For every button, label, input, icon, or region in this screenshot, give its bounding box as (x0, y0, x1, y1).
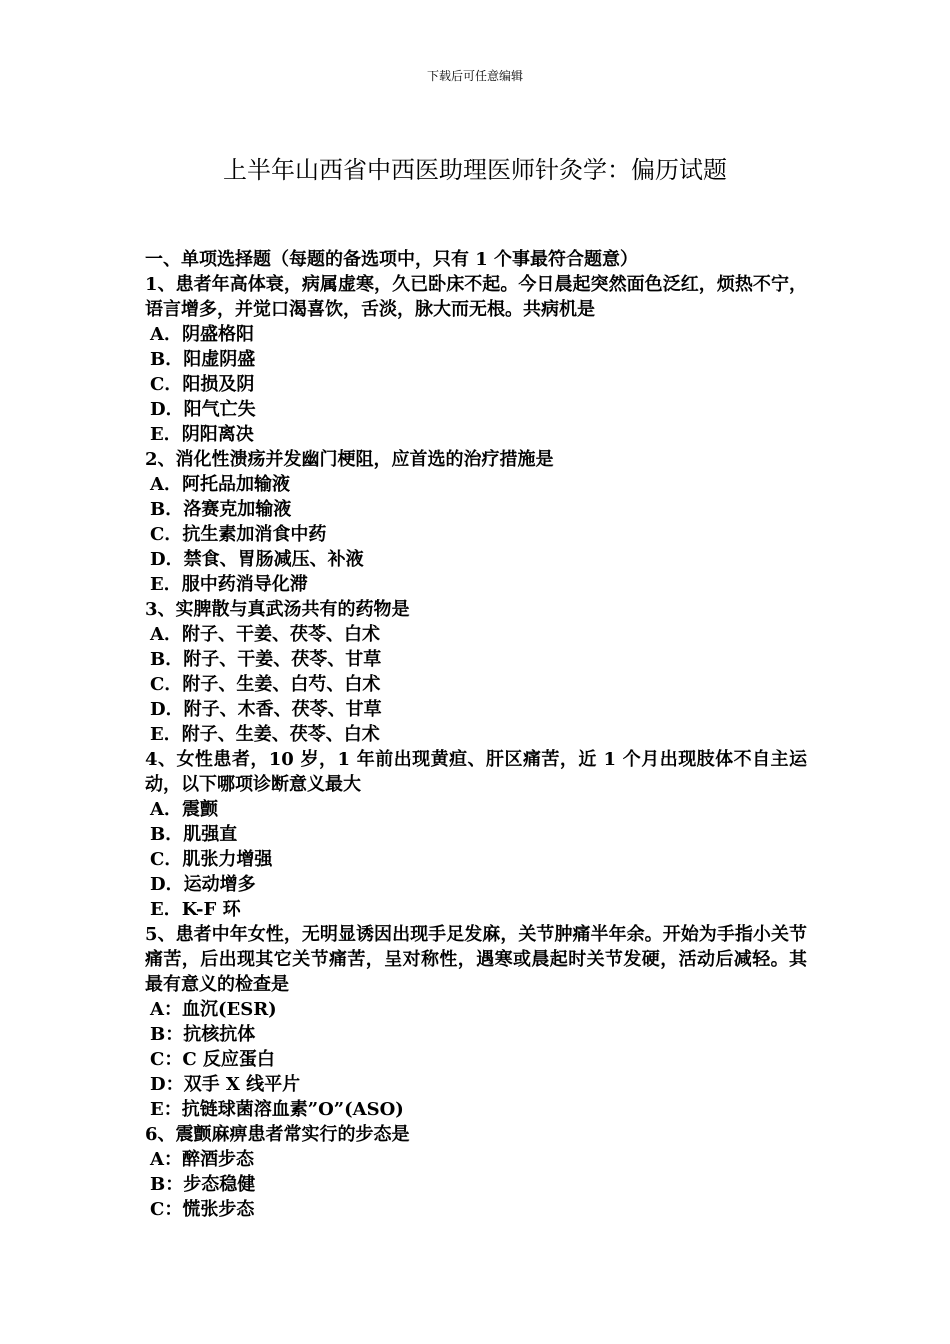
section-heading: 一、单项选择题（每题的备选项中，只有 1 个事最符合题意） (145, 249, 639, 270)
question-5 (145, 922, 807, 1122)
option-a: A：血沉(ESR) (150, 999, 277, 1020)
option-c: C．抗生素加消食中药 (150, 524, 327, 545)
option-e: E．附子、生姜、茯苓、白术 (150, 724, 380, 745)
option-b: B．肌强直 (150, 824, 238, 845)
option-c: C．肌张力增强 (150, 849, 273, 870)
option-e: E．K-F 环 (150, 899, 241, 920)
option-e: E．服中药消导化滞 (150, 574, 308, 595)
header-note: 下载后可任意编辑 (426, 69, 523, 83)
option-d: D．附子、木香、茯苓、甘草 (150, 699, 382, 720)
question-3 (145, 597, 807, 747)
question-text: 6、震颤麻痹患者常实行的步态是 (145, 1124, 410, 1145)
option-d: D．禁食、胃肠减压、补液 (150, 549, 364, 570)
option-c: C．附子、生姜、白芍、白术 (150, 674, 381, 695)
document-content (145, 247, 807, 1222)
option-e: E：抗链球菌溶血素”O”(ASO) (150, 1099, 404, 1120)
question-text: 4、女性患者，10 岁，1 年前出现黄疸、肝区痛苦，近 1 个月出现肢体不自主运动，以下哪项诊断意义最大 (145, 749, 807, 795)
option-c: C．阳损及阴 (150, 374, 255, 395)
option-d: D．运动增多 (150, 874, 256, 895)
option-b: B．附子、干姜、茯苓、甘草 (150, 649, 382, 670)
option-a: A．阿托品加输液 (150, 474, 290, 495)
option-a: A．震颤 (150, 799, 218, 820)
question-text: 1、患者年高体衰，病属虚寒，久已卧床不起。今日晨起突然面色泛红，烦热不宁，语言增多，并觉口渴喜饮，舌淡，脉大而无根。共病机是 (145, 274, 807, 320)
option-a: A．附子、干姜、茯苓、白术 (150, 624, 380, 645)
question-2 (145, 447, 807, 597)
option-a: A．阴盛格阳 (150, 324, 254, 345)
page-title: 上半年山西省中西医助理医师针灸学：偏历试题 (223, 156, 727, 184)
question-text: 3、实脾散与真武汤共有的药物是 (145, 599, 410, 620)
option-d: D：双手 X 线平片 (150, 1074, 301, 1095)
option-c: C：慌张步态 (150, 1199, 255, 1220)
option-a: A：醉酒步态 (150, 1149, 254, 1170)
question-1 (145, 272, 807, 447)
option-b: B．阳虚阴盛 (150, 349, 256, 370)
option-b: B：步态稳健 (150, 1174, 256, 1195)
option-b: B．洛赛克加输液 (150, 499, 292, 520)
question-text: 5、患者中年女性，无明显诱因出现手足发麻，关节肿痛半年余。开始为手指小关节痛苦，后出现其它关节痛苦，呈对称性，遇寒或晨起时关节发硬，活动后减轻。其最有意义的检查是 (145, 924, 807, 995)
question-text: 2、消化性溃疡并发幽门梗阻，应首选的治疗措施是 (145, 449, 554, 470)
option-b: B：抗核抗体 (150, 1024, 256, 1045)
option-d: D．阳气亡失 (150, 399, 256, 420)
option-e: E．阴阳离决 (150, 424, 254, 445)
question-6 (145, 1122, 807, 1222)
option-c: C：C 反应蛋白 (150, 1049, 275, 1070)
question-4 (145, 747, 807, 922)
